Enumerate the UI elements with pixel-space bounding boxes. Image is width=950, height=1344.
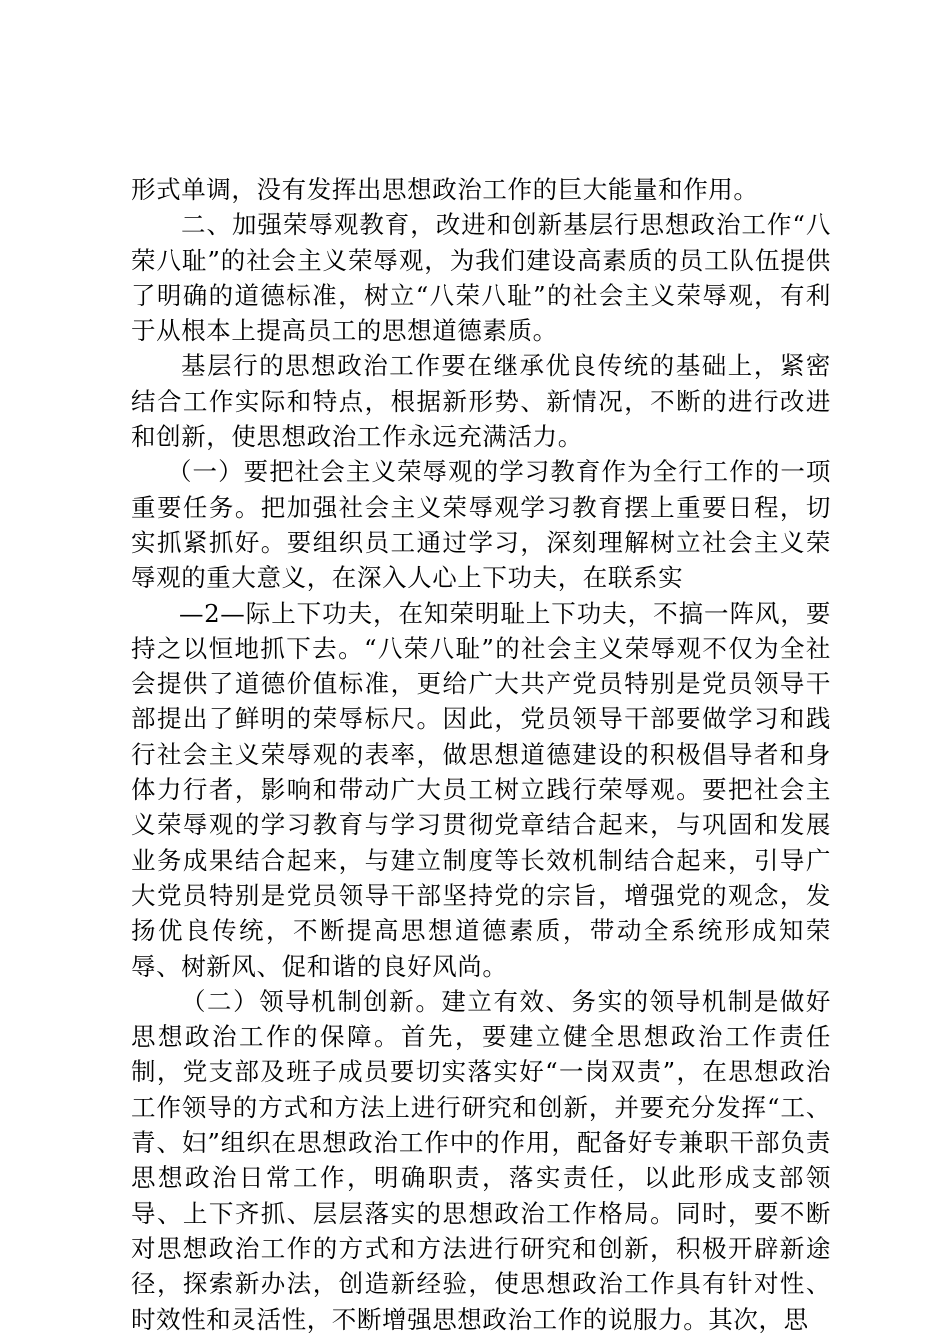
paragraph-continuation: 形式单调，没有发挥出思想政治工作的巨大能量和作用。 bbox=[131, 175, 759, 204]
paragraph-item-two: （二）领导机制创新。建立有效、务实的领导机制是做好思想政治工作的保障。首先，要建立健全思想政治工作责任制，党支部及班子成员要切实落实好“一岗双责”，在思想政治工作领导的方式和方法上进行研究和创新，并要充分发挥“工、青、妇”组织在思想政治工作中的作用，配备好专兼职干部负责思想政治日常工作，明确职责，落实责任，以此形成支部领导、上下齐抓、层层落实的思想政治工作格局。同时，要不断对思想政治工作的方式和方法进行研究和创新，积极开辟新途径，探索新办法，创造新经验，使思想政治工作具有针对性、时效性和灵活性，不断增强思想政治工作的说服力。其次，思 bbox=[131, 986, 831, 1334]
paragraph-section-two: 二、加强荣辱观教育，改进和创新基层行思想政治工作“八荣八耻”的社会主义荣辱观，为我们建设高素质的员工队伍提供了明确的道德标准，树立“八荣八耻”的社会主义荣辱观，有利于从根本上提高员工的思想道德素质。 bbox=[131, 210, 831, 346]
document-body bbox=[131, 172, 831, 1337]
paragraph-page-two-continuation: —2—际上下功夫，在知荣明耻上下功夫，不搞一阵风，要持之以恒地抓下去。“八荣八耻”的社会主义荣辱观不仅为全社会提供了道德价值标准，更给广大共产党员特别是党员领导干部提出了鲜明的荣辱标尺。因此，党员领导干部要做学习和践行社会主义荣辱观的表率，做思想道德建设的积极倡导者和身体力行者，影响和带动广大员工树立践行荣辱观。要把社会主义荣辱观的学习教育与学习贯彻党章结合起来，与巩固和发展业务成果结合起来，与建立制度等长效机制结合起来，引导广大党员特别是党员领导干部坚持党的宗旨，增强党的观念，发扬优良传统，不断提高思想道德素质，带动全系统形成知荣辱、树新风、促和谐的良好风尚。 bbox=[131, 598, 831, 981]
paragraph-item-one: （一）要把社会主义荣辱观的学习教育作为全行工作的一项重要任务。把加强社会主义荣辱观学习教育摆上重要日程，切实抓紧抓好。要组织员工通过学习，深刻理解树立社会主义荣辱观的重大意义，在深入人心上下功夫，在联系实 bbox=[131, 457, 831, 593]
paragraph-grassroots-work: 基层行的思想政治工作要在继承优良传统的基础上，紧密结合工作实际和特点，根据新形势、新情况，不断的进行改进和创新，使思想政治工作永远充满活力。 bbox=[131, 351, 831, 452]
